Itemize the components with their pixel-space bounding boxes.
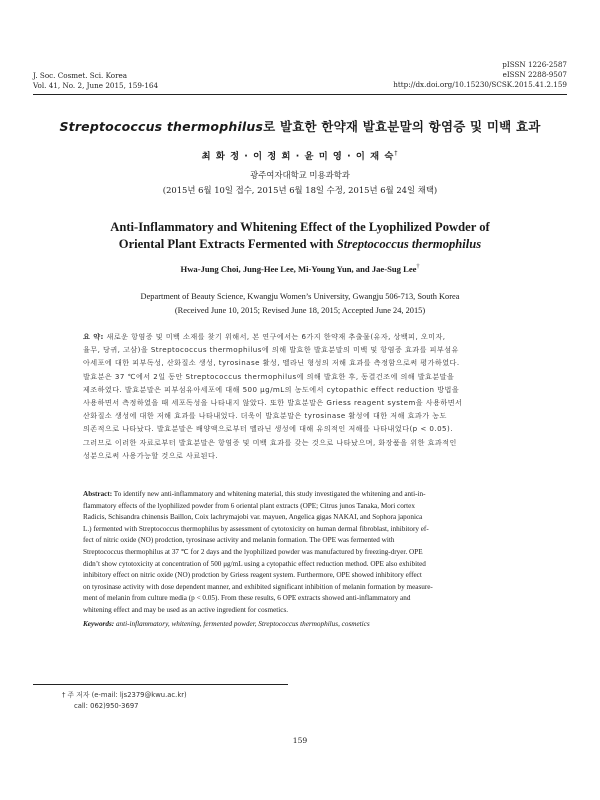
english-abstract-line: L.) fermented with Streptococcus thermophilus by assessment of cytotoxicity on human dermal fibroblast, inhibitory ef- — [83, 524, 429, 533]
korean-abstract-line: 사용하면서 측정하였을 때 세포독성을 나타내지 않았다. 또한 발효분말은 Griess reagent system을 사용하면서 — [83, 398, 463, 408]
eissn: eISSN 2288-9507 — [502, 70, 567, 79]
footnote-phone: call: 062)950-3697 — [74, 702, 139, 711]
korean-abstract — [83, 330, 519, 462]
english-abstract-line: Streptococcus thermophilus at 37 ℃ for 2 days and the lyophilized powder was manufactured by freezing-dryer. OPE — [83, 547, 423, 556]
journal-header-left — [33, 71, 158, 91]
korean-abstract-line: 요 약: 새로운 항염증 및 미백 소재를 찾기 위해서, 본 연구에서는 6가지 한약재 추출물(유자, 상백피, 오미자, — [83, 332, 446, 341]
korean-abstract-line: 제조하였다. 발효분말은 피부섬유아세포에 대해 500 μg/mL의 농도에서 cytopathic effect reduction 방법을 — [83, 384, 460, 394]
english-abstract-line: Radicis, Schisandra chinensis Baillon, Coix lachrymajobi var. mayuen, Angelica gigas NAKAI, and Sophora japonica — [83, 513, 423, 522]
english-abstract-line: ment of melanin from culture media (p < 0.05). From these results, 6 OPE extracts showed anti-inflammatory and — [83, 594, 411, 603]
english-abstract-line: inhibitory effect on nitric oxide (NO) prodction by Griess reagent system. Furthermore, OPE showed inhibitory effect — [83, 571, 422, 580]
korean-abstract-line: 발효분은 37 ℃에서 2일 동안 Streptococcus thermophilus에 의해 발효한 후, 동결건조에 의해 발효분말을 — [83, 371, 455, 381]
journal-volume: Vol. 41, No. 2, June 2015, 159-164 — [33, 81, 159, 90]
english-authors: Hwa-Jung Choi, Jung-Hee Lee, Mi-Young Yun, and Jae-Sug Lee† — [180, 264, 420, 274]
english-title — [40, 219, 560, 253]
journal-header-right — [393, 60, 567, 90]
korean-affiliation: 광주여자대학교 미용과학과 — [250, 170, 350, 180]
korean-abstract-line: 아세포에 대한 피부독성, 산화질소 생성, tyrosinase 활성, 멜라닌 형성의 저해 효과를 측정함으로써 평가하였다. — [83, 358, 460, 368]
english-abstract-line: Abstract: To identify new anti-inflammatory and whitening material, this study investigated the whitening and anti-in- — [83, 490, 426, 498]
keywords-label: Keywords: — [83, 620, 115, 628]
footnote — [62, 690, 187, 713]
english-abstract — [83, 489, 519, 617]
korean-title — [40, 117, 560, 135]
korean-abstract-line: 산화질소 생성에 대한 저해 효과를 나타내었다. 더욱이 발효분말은 tyrosinase 활성에 대한 저해 효과가 농도 — [83, 411, 447, 421]
english-title-line2: Oriental Plant Extracts Fermented with Streptococcus thermophilus — [118, 237, 482, 251]
korean-abstract-line: 율무, 당귀, 고삼)을 Streptococcus thermophilus에 의해 발효한 발효분말의 미백 및 항염증 효과를 피부섬유 — [83, 345, 459, 355]
english-dates: (Received June 10, 2015; Revised June 18, 2015; Accepted June 24, 2015) — [174, 306, 426, 315]
english-abstract-line: didn’t show cytotoxicity at concentration of 500 μg/mL using a cytopathic effect reduction method. OPE also exhibited — [83, 559, 426, 568]
korean-abstract-line: 의존적으로 나타났다. 발효분말은 배양액으로부터 멜라닌 생성에 대해 유의적인 저해를 나타내었다(p < 0.05). — [83, 424, 453, 434]
korean-dates: (2015년 6월 10일 접수, 2015년 6월 18일 수정, 2015년 6월 24일 채택) — [162, 185, 438, 195]
doi-link[interactable]: http://dx.doi.org/10.15230/SCSK.2015.41.2.159 — [393, 80, 567, 89]
korean-abstract-line: 성분으로써 사용가능할 것으로 사료된다. — [83, 450, 218, 460]
english-affiliation: Department of Beauty Science, Kwangju Women’s University, Gwangju 506-713, South Korea — [140, 292, 460, 301]
english-abstract-line: fect of nitric oxide (NO) prodction, tyrosinase activity and melanin formation. The OPE was fermented with — [83, 536, 395, 545]
english-abstract-line: flammatory effects of the lyophilized powder from 6 oriental plant extracts (OPE; Citrus junos Tanaka, Mori cortex — [83, 501, 415, 510]
keywords-text: anti-inflammatory, whitening, fermented powder, Streptococcus thermophilus, cosmetics — [114, 620, 370, 628]
keywords — [83, 620, 519, 628]
header-rule — [33, 94, 567, 95]
korean-abstract-line: 그러므로 이러한 자료로부터 발효분말은 항염증 및 미백 효과를 갖는 것으로 나타났으며, 화장품을 위한 효과적인 — [83, 437, 457, 447]
korean-authors: 최 화 정 · 이 정 희 · 윤 미 영 · 이 재 숙† — [201, 149, 399, 162]
pissn: pISSN 1226-2587 — [502, 60, 567, 69]
english-title-line1: Anti-Inflammatory and Whitening Effect of the Lyophilized Powder of — [110, 220, 490, 234]
page-number: 159 — [292, 736, 308, 745]
korean-title-rest: 로 발효한 한약재 발효분말의 항염증 및 미백 효과 — [263, 119, 541, 134]
english-abstract-line: whitening effect and may be used as an active ingredient for cosmetics. — [83, 605, 289, 614]
journal-name: J. Soc. Cosmet. Sci. Korea — [33, 71, 128, 80]
footnote-rule — [33, 684, 288, 685]
footnote-email: † 주 저자 (e-mail: ljs2379@kwu.ac.kr) — [62, 691, 187, 699]
english-abstract-line: on tyrosinase activity with dose dependent manner, and exhibited significant inhibition of melanin formation by measure- — [83, 582, 433, 591]
korean-title-species: Streptococcus thermophilus — [59, 119, 264, 134]
